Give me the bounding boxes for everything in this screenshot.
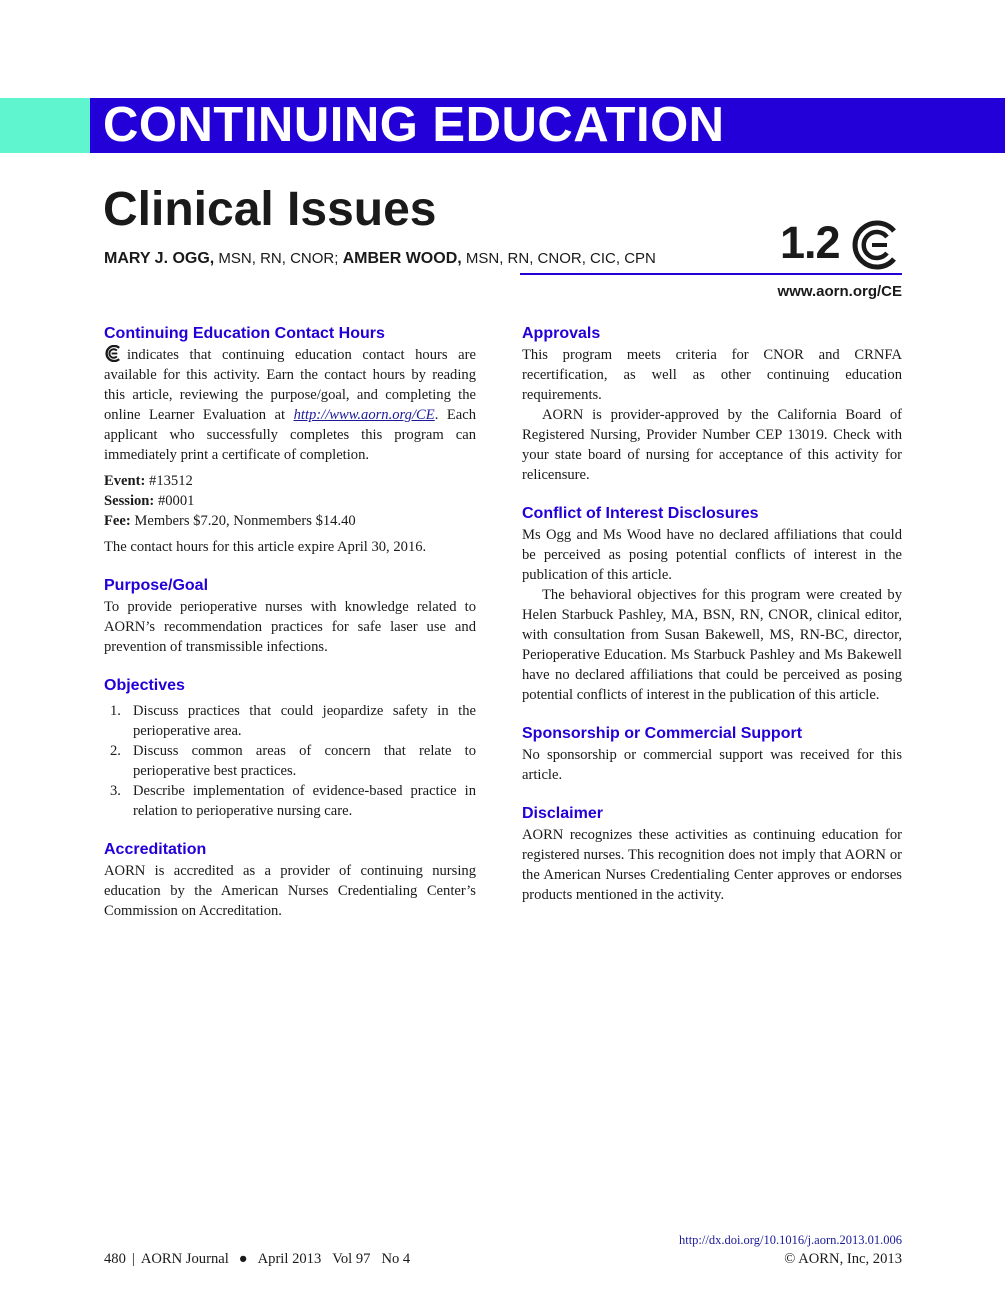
copyright: © AORN, Inc, 2013 <box>784 1251 902 1267</box>
list-text: Describe implementation of evidence-based practice in relation to perioperative nursing care. <box>133 783 476 819</box>
event-info <box>104 471 476 531</box>
list-text: Discuss common areas of concern that relate to perioperative best practices. <box>133 743 476 779</box>
volume: Vol 97 <box>332 1251 371 1267</box>
heading-contact-hours: Continuing Education Contact Hours <box>104 325 385 342</box>
objectives-list <box>104 701 476 821</box>
section-conflict <box>522 504 902 705</box>
session-label: Session: <box>104 493 155 509</box>
right-column <box>522 324 902 924</box>
footer-citation <box>104 1251 410 1268</box>
heading-purpose: Purpose/Goal <box>104 577 209 594</box>
approvals-text-2: AORN is provider-approved by the California Board of Registered Nursing, Provider Number CEP 13019. Check with your state board of nursing for acceptance of this activity for relicensure. <box>522 407 902 483</box>
journal-name: AORN Journal <box>140 1251 229 1267</box>
list-number: 1. <box>110 703 121 719</box>
issue-number: No 4 <box>381 1251 411 1267</box>
section-contact-hours <box>104 324 476 557</box>
sponsorship-text: No sponsorship or commercial support was received for this article. <box>522 747 902 783</box>
banner-accent <box>0 98 90 153</box>
contact-hours-body: indicates that continuing education contact hours are available for this activity. Earn the contact hours by reading this article, reviewing the purpose/goal, and completing the online Learner Evaluation at <box>104 347 476 423</box>
ce-inline-icon <box>104 345 123 362</box>
page-number: 480 <box>104 1251 126 1267</box>
event-value: #13512 <box>149 473 193 489</box>
heading-objectives: Objectives <box>104 677 185 694</box>
heading-accreditation: Accreditation <box>104 841 207 858</box>
contact-hours-text <box>104 345 476 465</box>
bullet-icon: ● <box>238 1251 248 1267</box>
author-credentials-1: MSN, RN, CNOR; <box>218 250 339 267</box>
list-number: 3. <box>110 783 121 799</box>
left-column <box>104 324 476 940</box>
accreditation-text: AORN is accredited as a provider of continuing nursing education by the American Nurses Credentialing Center’s Commission on Accreditation. <box>104 863 476 919</box>
doi-link[interactable]: http://dx.doi.org/10.1016/j.aorn.2013.01.006 <box>678 1233 902 1247</box>
contact-hours-body-end: . Each applicant who successfully completes this program can immediately print a certificate of completion. <box>104 407 476 463</box>
expiry-text: The contact hours for this article expire April 30, 2016. <box>104 539 427 555</box>
header-rule <box>520 273 902 275</box>
list-item <box>104 781 476 821</box>
heading-approvals: Approvals <box>522 325 601 342</box>
purpose-text: To provide perioperative nurses with knowledge related to AORN’s recommendation practices for safe laser use and prevention of transmissible infections. <box>104 599 476 655</box>
section-purpose <box>104 576 476 657</box>
issue-date: April 2013 <box>257 1251 322 1267</box>
credit-hours: 1.2 <box>780 217 840 268</box>
approvals-text-1: This program meets criteria for CNOR and CRNFA recertification, as well as other continuing education requirements. <box>522 347 902 403</box>
conflict-text-2: The behavioral objectives for this program were created by Helen Starbuck Pashley, MA, BSN, RN, CNOR, clinical editor, with consultation from Susan Bakewell, MS, RN-BC, director, Perioperative Education. Ms Starbuck Pashley and Ms Bakewell have no declared affiliations that could be perceived as posing potential conflicts of interest in the publication of this article. <box>522 587 902 703</box>
event-label: Event: <box>104 473 146 489</box>
section-objectives <box>104 676 476 821</box>
section-banner-title: CONTINUING EDUCATION <box>103 98 725 152</box>
heading-disclaimer: Disclaimer <box>522 805 603 822</box>
page-title: Clinical Issues <box>103 183 437 236</box>
heading-conflict: Conflict of Interest Disclosures <box>522 505 759 522</box>
fee-label: Fee: <box>104 513 131 529</box>
session-value: #0001 <box>157 493 195 509</box>
author-name-2: AMBER WOOD, <box>342 250 462 267</box>
author-credentials-2: MSN, RN, CNOR, CIC, CPN <box>465 250 656 267</box>
section-disclaimer <box>522 804 902 905</box>
author-line <box>104 250 656 268</box>
ce-icon <box>850 219 902 271</box>
heading-sponsorship: Sponsorship or Commercial Support <box>522 725 803 742</box>
list-number: 2. <box>110 743 121 759</box>
section-sponsorship <box>522 724 902 785</box>
section-approvals <box>522 324 902 485</box>
fee-value: Members $7.20, Nonmembers $14.40 <box>134 513 356 529</box>
list-item <box>104 741 476 781</box>
section-accreditation <box>104 840 476 921</box>
author-name-1: MARY J. OGG, <box>104 250 215 267</box>
list-text: Discuss practices that could jeopardize safety in the perioperative area. <box>133 703 476 739</box>
ce-url: www.aorn.org/CE <box>777 283 902 300</box>
conflict-text-1: Ms Ogg and Ms Wood have no declared affiliations that could be perceived as posing potential conflicts of interest in the publication of this article. <box>522 527 902 583</box>
footer-separator: | <box>131 1251 135 1267</box>
list-item <box>104 701 476 741</box>
disclaimer-text: AORN recognizes these activities as continuing education for registered nurses. This recognition does not imply that AORN or the American Nurses Credentialing Center approves or endorses products mentioned in the activity. <box>522 827 902 903</box>
learner-evaluation-link[interactable]: http://www.aorn.org/CE <box>293 407 435 423</box>
